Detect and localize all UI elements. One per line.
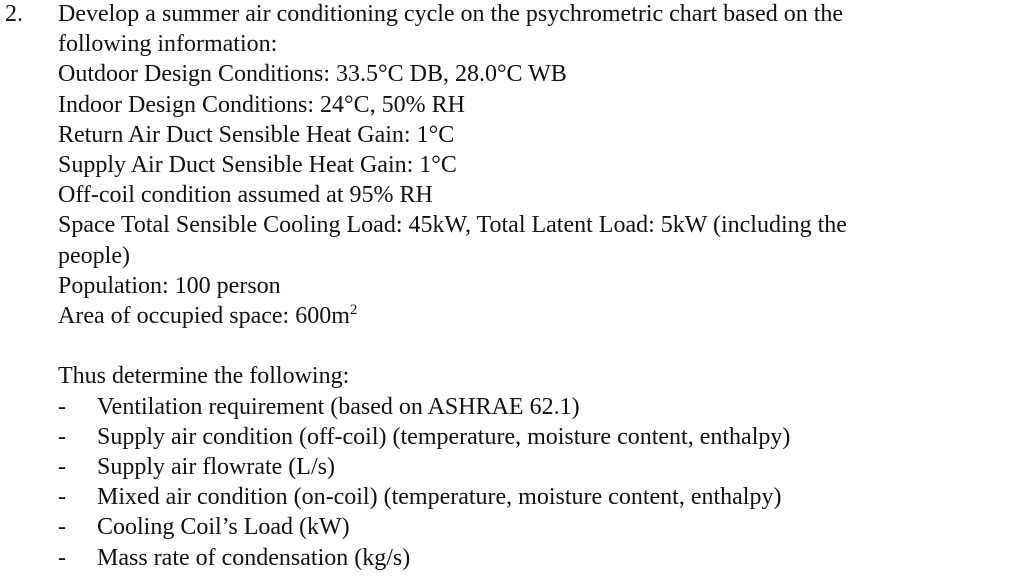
bullet-dash: - xyxy=(58,423,66,450)
given-space-loads-continued: people) xyxy=(58,242,130,269)
task-supply-flowrate: Supply air flowrate (L/s) xyxy=(97,454,335,480)
question-body xyxy=(58,0,1018,573)
question-number: 2. xyxy=(5,1,23,27)
given-area xyxy=(58,301,1018,331)
task-mixed-air-condition: Mixed air condition (on-coil) (temperature, moisture content, enthalpy) xyxy=(97,484,782,511)
given-space-loads: Space Total Sensible Cooling Load: 45kW, Total Latent Load: 5kW (including the xyxy=(58,212,847,239)
task-item xyxy=(58,452,1018,482)
task-item xyxy=(58,482,1018,512)
bullet-dash: - xyxy=(58,544,66,571)
given-outdoor-conditions: Outdoor Design Conditions: 33.5°C DB, 28.0°C WB xyxy=(58,61,567,88)
given-off-coil-condition: Off-coil condition assumed at 95% RH xyxy=(58,182,433,209)
intro-line: Develop a summer air conditioning cycle on the psychrometric chart based on the xyxy=(58,1,844,27)
bullet-dash: - xyxy=(58,514,66,541)
determine-intro: Thus determine the following: xyxy=(58,363,350,390)
bullet-dash: - xyxy=(58,454,66,480)
given-return-duct-gain: Return Air Duct Sensible Heat Gain: 1°C xyxy=(58,121,455,148)
task-item xyxy=(58,512,1018,542)
task-item xyxy=(58,392,1018,422)
bullet-dash: - xyxy=(58,484,66,511)
task-ventilation: Ventilation requirement (based on ASHRAE 62.1) xyxy=(97,393,580,420)
task-condensation-rate: Mass rate of condensation (kg/s) xyxy=(97,544,411,571)
given-indoor-conditions: Indoor Design Conditions: 24°C, 50% RH xyxy=(58,91,465,118)
task-coil-load: Cooling Coil’s Load (kW) xyxy=(97,514,350,541)
paragraph-spacer xyxy=(58,331,1018,361)
given-area-text: Area of occupied space: 600m xyxy=(58,303,350,330)
task-item xyxy=(58,543,1018,573)
task-list xyxy=(58,392,1018,573)
intro-line: following information: xyxy=(58,31,278,58)
given-supply-duct-gain: Supply Air Duct Sensible Heat Gain: 1°C xyxy=(58,152,457,179)
task-item xyxy=(58,422,1018,452)
bullet-dash: - xyxy=(58,393,66,420)
task-supply-air-condition: Supply air condition (off-coil) (temperature, moisture content, enthalpy) xyxy=(97,423,791,450)
given-area-superscript: 2 xyxy=(349,302,358,319)
given-population: Population: 100 person xyxy=(58,272,281,299)
